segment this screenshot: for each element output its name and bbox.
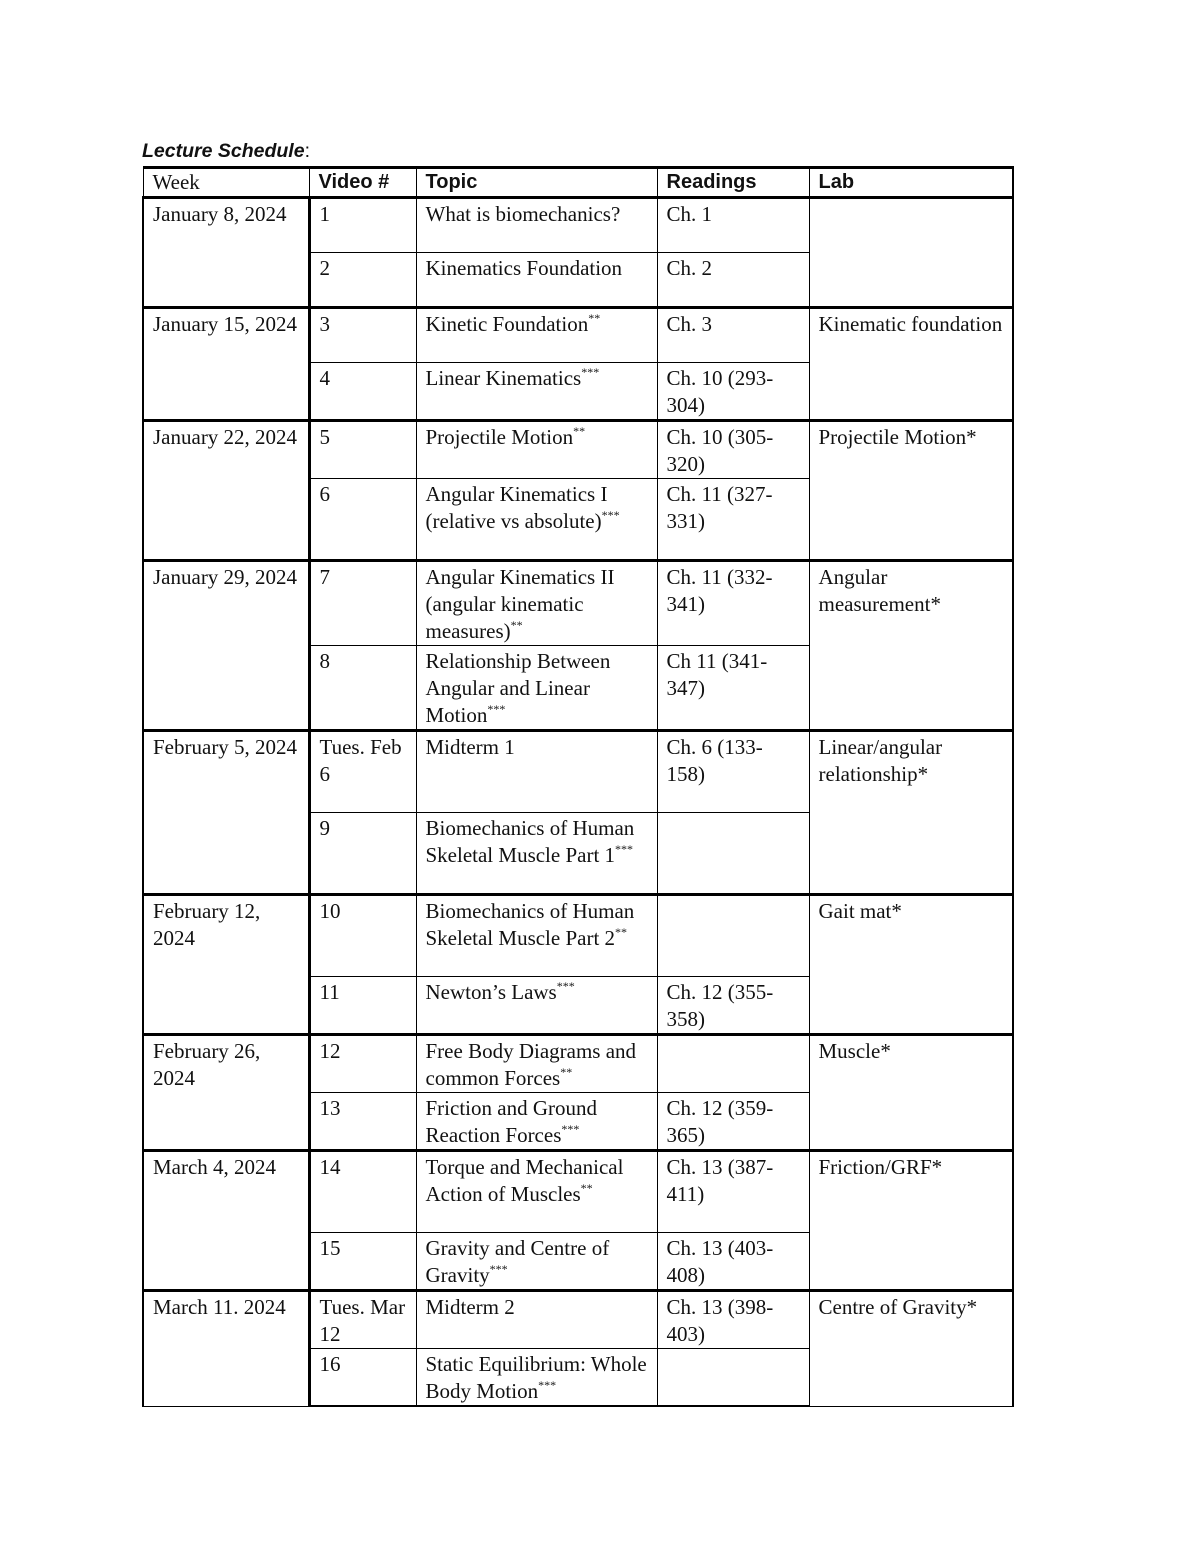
table-row xyxy=(143,1035,1013,1093)
readings-cell: Ch. 13 (398-403) xyxy=(657,1291,809,1349)
topic-cell xyxy=(416,1349,657,1407)
topic-mark: ** xyxy=(510,618,523,632)
topic-mark: *** xyxy=(489,1262,508,1276)
readings-cell: Ch. 1 xyxy=(657,198,809,253)
video-cell: 7 xyxy=(309,561,416,646)
topic-mark: ** xyxy=(588,311,601,325)
topic-text: Linear Kinematics xyxy=(425,366,582,390)
video-cell: Tues. Feb 6 xyxy=(309,731,416,813)
video-cell: 1 xyxy=(309,198,416,253)
video-cell: 4 xyxy=(309,363,416,421)
readings-cell: Ch. 12 (359-365) xyxy=(657,1093,809,1151)
page-title xyxy=(142,140,310,163)
video-cell: 14 xyxy=(309,1151,416,1233)
video-cell: 13 xyxy=(309,1093,416,1151)
topic-mark: ** xyxy=(560,1065,573,1079)
table-row xyxy=(143,895,1013,977)
video-cell: 16 xyxy=(309,1349,416,1407)
readings-cell xyxy=(657,813,809,895)
topic-text: Angular Kinematics II (angular kinematic measures) xyxy=(425,565,615,643)
week-cell: February 12, 2024 xyxy=(143,895,309,1035)
topic-cell xyxy=(416,308,657,363)
topic-text: Angular Kinematics I (relative vs absolute) xyxy=(425,482,608,533)
topic-cell xyxy=(416,1093,657,1151)
topic-cell xyxy=(416,977,657,1035)
topic-text: What is biomechanics? xyxy=(425,202,621,226)
video-cell: 10 xyxy=(309,895,416,977)
topic-mark: *** xyxy=(615,842,634,856)
topic-cell xyxy=(416,1035,657,1093)
topic-text: Biomechanics of Human Skeletal Muscle Part 1 xyxy=(425,816,635,867)
topic-mark: *** xyxy=(556,979,575,993)
table-row xyxy=(143,308,1013,363)
topic-mark: ** xyxy=(615,925,628,939)
lab-cell: Projectile Motion* xyxy=(809,421,1013,561)
table-row xyxy=(143,731,1013,813)
lab-cell xyxy=(809,198,1013,308)
topic-cell xyxy=(416,646,657,731)
header-topic: Topic xyxy=(416,168,657,198)
page-title-text: Lecture Schedule xyxy=(142,140,305,162)
lab-cell: Centre of Gravity* xyxy=(809,1291,1013,1407)
video-cell: 15 xyxy=(309,1233,416,1291)
table-row xyxy=(143,1291,1013,1349)
topic-text: Static Equilibrium: Whole Body Motion xyxy=(425,1352,647,1403)
topic-text: Kinematics Foundation xyxy=(425,256,623,280)
readings-cell: Ch. 11 (332-341) xyxy=(657,561,809,646)
topic-cell xyxy=(416,813,657,895)
readings-cell xyxy=(657,1035,809,1093)
table-row xyxy=(143,561,1013,646)
lab-cell: Angular measurement* xyxy=(809,561,1013,731)
lab-cell: Friction/GRF* xyxy=(809,1151,1013,1291)
video-cell: 12 xyxy=(309,1035,416,1093)
header-row xyxy=(143,168,1013,198)
video-cell: 3 xyxy=(309,308,416,363)
topic-text: Projectile Motion xyxy=(425,425,574,449)
table-row xyxy=(143,421,1013,479)
topic-text: Relationship Between Angular and Linear Motion xyxy=(425,649,611,727)
week-cell: February 5, 2024 xyxy=(143,731,309,895)
week-cell: January 15, 2024 xyxy=(143,308,309,421)
video-cell: 2 xyxy=(309,253,416,308)
topic-text: Kinetic Foundation xyxy=(425,312,589,336)
topic-mark: ** xyxy=(573,424,586,438)
page-title-colon: : xyxy=(304,140,310,162)
readings-cell: Ch. 2 xyxy=(657,253,809,308)
topic-text: Midterm 1 xyxy=(425,735,515,759)
topic-mark: *** xyxy=(601,508,620,522)
topic-cell xyxy=(416,363,657,421)
readings-cell: Ch. 3 xyxy=(657,308,809,363)
lab-cell: Muscle* xyxy=(809,1035,1013,1151)
topic-cell xyxy=(416,731,657,813)
header-readings: Readings xyxy=(657,168,809,198)
topic-cell xyxy=(416,1291,657,1349)
topic-cell xyxy=(416,1233,657,1291)
topic-cell xyxy=(416,253,657,308)
topic-text: Newton’s Laws xyxy=(425,980,557,1004)
week-cell: March 11. 2024 xyxy=(143,1291,309,1407)
video-cell: 9 xyxy=(309,813,416,895)
video-cell: 5 xyxy=(309,421,416,479)
readings-cell: Ch. 13 (387-411) xyxy=(657,1151,809,1233)
topic-text: Friction and Ground Reaction Forces xyxy=(425,1096,597,1147)
topic-mark: ** xyxy=(580,1181,593,1195)
week-cell: March 4, 2024 xyxy=(143,1151,309,1291)
video-cell: 8 xyxy=(309,646,416,731)
lecture-schedule-table xyxy=(142,166,1014,1407)
lab-cell: Gait mat* xyxy=(809,895,1013,1035)
readings-cell: Ch. 13 (403-408) xyxy=(657,1233,809,1291)
topic-text: Biomechanics of Human Skeletal Muscle Part 2 xyxy=(425,899,635,950)
topic-cell xyxy=(416,198,657,253)
topic-text: Torque and Mechanical Action of Muscles xyxy=(425,1155,624,1206)
topic-cell xyxy=(416,561,657,646)
readings-cell: Ch. 6 (133-158) xyxy=(657,731,809,813)
week-cell: January 29, 2024 xyxy=(143,561,309,731)
topic-cell xyxy=(416,895,657,977)
readings-cell: Ch. 12 (355-358) xyxy=(657,977,809,1035)
header-week: Week xyxy=(143,168,309,198)
readings-cell: Ch. 10 (293-304) xyxy=(657,363,809,421)
video-cell: Tues. Mar 12 xyxy=(309,1291,416,1349)
table-row xyxy=(143,198,1013,253)
topic-cell xyxy=(416,421,657,479)
topic-mark: *** xyxy=(538,1378,557,1392)
topic-text: Free Body Diagrams and common Forces xyxy=(425,1039,637,1090)
schedule-body xyxy=(143,198,1013,1407)
video-cell: 6 xyxy=(309,479,416,561)
week-cell: January 8, 2024 xyxy=(143,198,309,308)
header-lab: Lab xyxy=(809,168,1013,198)
video-cell: 11 xyxy=(309,977,416,1035)
week-cell: February 26, 2024 xyxy=(143,1035,309,1151)
readings-cell: Ch. 11 (327-331) xyxy=(657,479,809,561)
readings-cell: Ch. 10 (305-320) xyxy=(657,421,809,479)
readings-cell xyxy=(657,1349,809,1407)
lab-cell: Kinematic foundation xyxy=(809,308,1013,421)
topic-text: Midterm 2 xyxy=(425,1295,515,1319)
header-video: Video # xyxy=(309,168,416,198)
week-cell: January 22, 2024 xyxy=(143,421,309,561)
topic-text: Gravity and Centre of Gravity xyxy=(425,1236,610,1287)
topic-mark: *** xyxy=(487,702,506,716)
topic-mark: *** xyxy=(561,1122,580,1136)
topic-mark: *** xyxy=(581,365,600,379)
lab-cell: Linear/angular relationship* xyxy=(809,731,1013,895)
topic-cell xyxy=(416,479,657,561)
topic-cell xyxy=(416,1151,657,1233)
table-row xyxy=(143,1151,1013,1233)
readings-cell: Ch 11 (341-347) xyxy=(657,646,809,731)
readings-cell xyxy=(657,895,809,977)
